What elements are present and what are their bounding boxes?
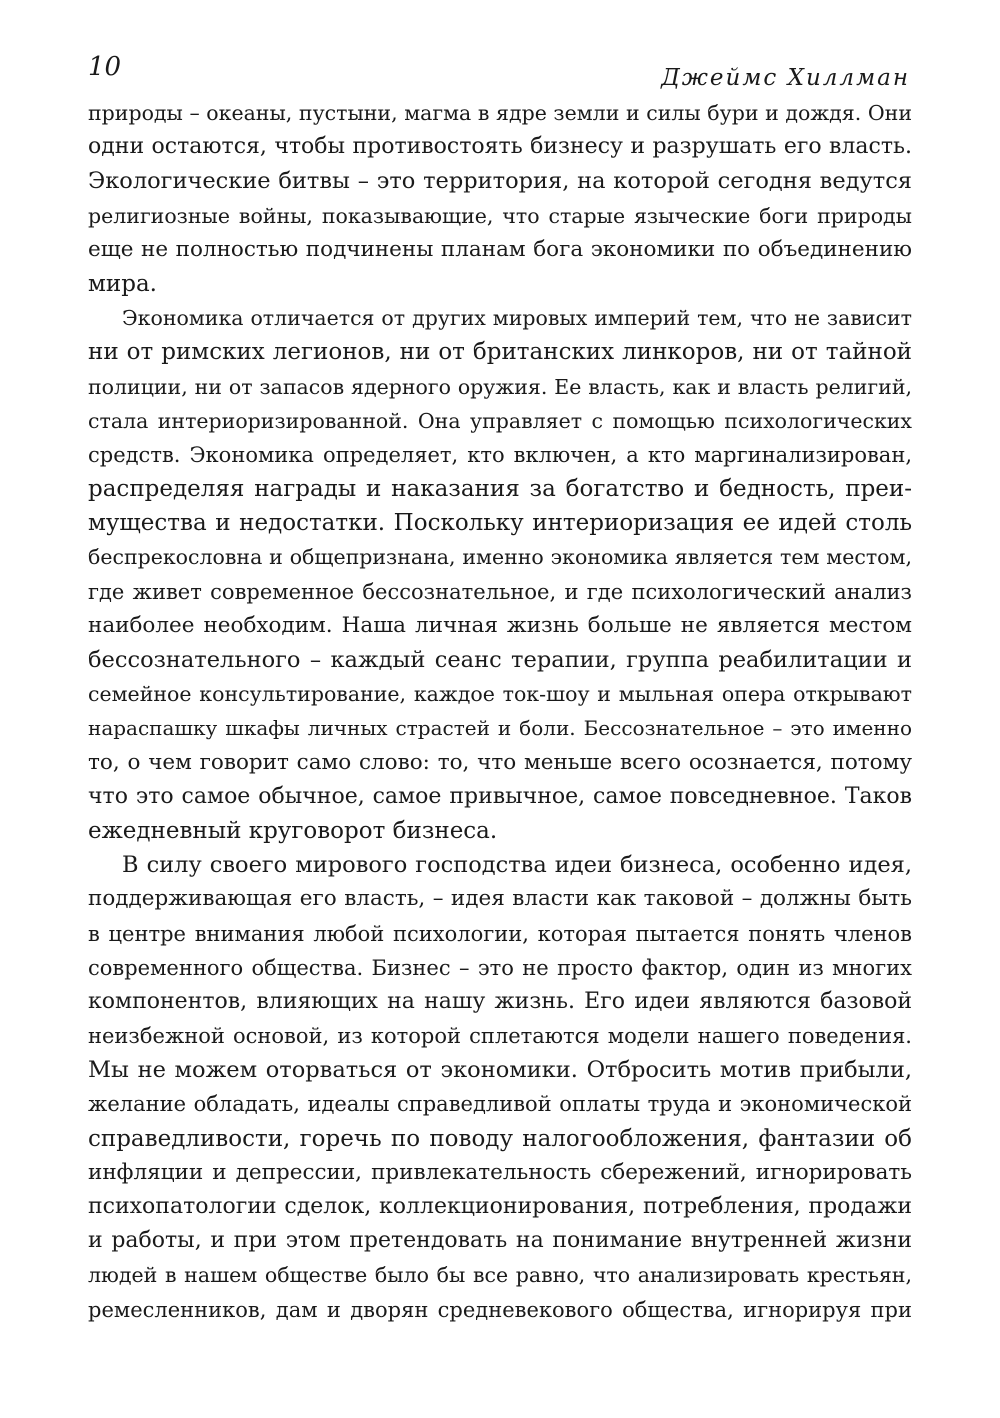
body-text — [88, 96, 912, 1327]
text-line: то, о чем говорит само слово: то, что меньше всего осознается, потому — [88, 749, 912, 775]
text-line: стала интериоризированной. Она управляет с помощью психологических — [88, 408, 912, 433]
text-line: в центре внимания любой психологии, которая пытается понять членов — [88, 921, 912, 946]
text-line: наиболее необходим. Наша личная жизнь больше не является местом — [88, 612, 912, 638]
text-line: поддерживающая его власть, – идея власти как таковой – должны быть — [88, 886, 912, 912]
text-line: людей в нашем обществе было бы все равно, что анализировать крестьян, — [88, 1263, 912, 1288]
text-line: беспрекословна и общепризнана, именно экономика является тем местом, — [88, 545, 912, 570]
text-line: неизбежной основой, из которой сплетаются модели нашего поведения. — [88, 1024, 912, 1049]
text-line: распределяя награды и наказания за богатство и бедность, преи- — [88, 476, 912, 503]
text-line: инфляции и депрессии, привлекательность сбережений, игнорировать — [88, 1159, 912, 1185]
text-line: бессознательного – каждый сеанс терапии, группа реабилитации и — [88, 647, 912, 673]
running-head-author: Джеймс Хиллман — [661, 65, 910, 91]
text-line: природы – океаны, пустыни, магма в ядре земли и силы бури и дождя. Они — [88, 101, 912, 125]
text-line: что это самое обычное, самое привычное, самое повседневное. Таков — [88, 783, 912, 809]
text-line: где живет современное бессознательное, и где психологический анализ — [88, 579, 912, 604]
text-line: и работы, и при этом претендовать на понимание внутренней жизни — [88, 1228, 912, 1254]
text-line: психопатологии сделок, коллекционирования, потребления, продажи — [88, 1194, 912, 1219]
text-line: полиции, ни от запасов ядерного оружия. Ее власть, как и власть религий, — [88, 374, 912, 399]
text-line: нараспашку шкафы личных страстей и боли. Бессознательное – это именно — [88, 716, 912, 741]
text-line: ремесленников, дам и дворян средневекового общества, игнорируя при — [88, 1297, 912, 1322]
page-number: 10 — [88, 52, 122, 82]
text-line: Экологические битвы – это территория, на которой сегодня ведутся — [88, 168, 912, 195]
text-line: ни от римских легионов, ни от британских линкоров, ни от тайной — [88, 339, 912, 366]
text-line: справедливости, горечь по поводу налогообложения, фантазии об — [88, 1125, 912, 1152]
text-line: одни остаются, чтобы противостоять бизнесу и разрушать его власть. — [88, 134, 912, 160]
text-line: ежедневный круговорот бизнеса. — [88, 817, 498, 844]
text-line: религиозные войны, показывающие, что старые языческие боги природы — [88, 203, 912, 228]
text-line: мира. — [88, 270, 157, 297]
text-line: современного общества. Бизнес – это не просто фактор, один из многих — [88, 955, 912, 980]
text-line: средств. Экономика определяет, кто включен, а кто маргинализирован, — [88, 442, 912, 467]
text-line: Мы не можем оторваться от экономики. Отбросить мотив прибыли, — [88, 1057, 912, 1084]
text-line: мущества и недостатки. Поскольку интериоризация ее идей столь — [88, 510, 912, 537]
text-line: компонентов, влияющих на нашу жизнь. Его идеи являются базовой — [88, 988, 912, 1014]
text-line: семейное консультирование, каждое ток-шоу и мыльная опера открывают — [88, 682, 912, 707]
text-line: В силу своего мирового господства идеи бизнеса, особенно идея, — [122, 852, 912, 879]
text-line: желание обладать, идеалы справедливой оплаты труда и экономической — [88, 1092, 912, 1117]
text-line: Экономика отличается от других мировых империй тем, что не зависит — [122, 306, 912, 331]
text-line: еще не полностью подчинены планам бога экономики по объединению — [88, 236, 912, 262]
